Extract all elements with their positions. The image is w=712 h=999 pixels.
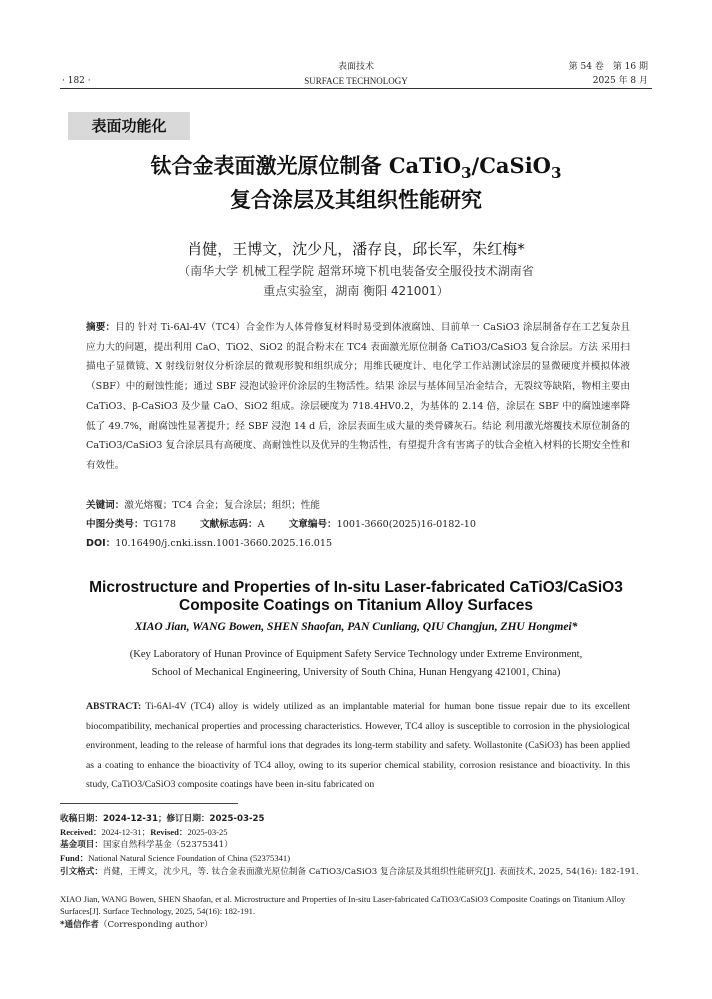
received-cn <box>60 813 652 825</box>
authors-en: XIAO Jian, WANG Bowen, SHEN Shaofan, PAN Cunliang, QIU Changjun, ZHU Hongmei* <box>134 621 578 633</box>
header-rule <box>60 88 652 89</box>
clc-label: 中图分类号： <box>86 519 144 530</box>
corresponding-label: *通信作者 <box>60 920 99 930</box>
citation-cn <box>60 866 652 878</box>
title-en-line2: Composite Coatings on Titanium Alloy Surfaces <box>179 597 533 614</box>
title-cn-formula: CaTiO$_3$/CaSiO$_3$ <box>388 153 562 183</box>
authors-cn: 肖健，王博文，沈少凡，潘存良，邱长军，朱红梅* <box>187 240 525 258</box>
keywords-cn-label: 关键词： <box>86 500 125 511</box>
footnote-rule <box>60 803 238 804</box>
doi <box>86 534 630 554</box>
fund-cn <box>60 839 652 851</box>
citation-en: XIAO Jian, WANG Bowen, SHEN Shaofan, et al. Microstructure and Properties of In-situ Laser-fabricated CaTiO3/CaSiO3 Composite Coatings on Titanium Alloy Surfaces[J]. Surface Technology, 2025, 54(16): 182-191. <box>60 894 626 917</box>
article-number-label: 文章编号： <box>288 519 337 530</box>
fund-en-label: Fund： <box>60 853 89 863</box>
received-cn-text: 收稿日期：2024-12-31；修订日期：2025-03-25 <box>60 814 265 824</box>
doc-code-value: A <box>257 519 265 530</box>
citation-cn-label: 引文格式： <box>60 867 103 877</box>
abstract-cn-text: 目的 针对 Ti-6Al-4V（TC4）合金作为人体骨修复材料时易受到体液腐蚀、目前单一 CaSiO3 涂层制备存在工艺复杂且应力大的问题，提出利用 CaO、TiO2、SiO2 的混合粉末在 TC4 表面激光原位制备 CaTiO3/CaSiO3 复合涂层。方法 采用扫描电子显微镜、X 射线衍射仪分析涂层的微观形貌和组织成分；用维氏硬度计、电化学工作站测试涂层的显微硬度并模拟体液（SBF）中的耐蚀性能；通过 SBF 浸泡试验评价涂层的生物活性。结果 涂层与基体间呈冶金结合，无裂纹等缺陷，物相主要由 CaTiO3、β-CaSiO3 及少量 CaO、SiO2 组成。涂层硬度为 718.4HV0.2，为基体的 2.14 倍，涂层在 SBF 中的腐蚀速率降低了 49.7%，耐腐蚀性显著提升；经 SBF 浸泡 14 d 后，涂层表面生成大量的类骨磷灰石。结论 利用激光熔覆技术原位制备的 CaTiO3/CaSiO3 复合涂层具有高硬度、高耐蚀性以及优异的生物活性，有望提升含有害离子的钛合金植入材料的长期安全性和有效性。 <box>86 322 631 471</box>
classification-cn <box>86 515 630 535</box>
title-cn-line2: 复合涂层及其组织性能研究 <box>230 188 482 212</box>
abstract-cn <box>86 318 630 476</box>
fund-cn-text: 国家自然科学基金（52375341） <box>102 840 233 850</box>
clc-value: TG178 <box>143 519 176 530</box>
page-number: · 182 · <box>62 76 91 86</box>
fund-en-text: National Natural Science Foundation of China (52375341) <box>88 853 291 863</box>
received-en <box>60 826 652 838</box>
keywords-cn <box>86 496 630 516</box>
received-en-label: Received： <box>60 827 102 837</box>
abstract-en-label: ABSTRACT: <box>86 701 142 712</box>
title-en-line1: Microstructure and Properties of In-situ Laser-fabricated CaTiO3/CaSiO3 <box>89 579 623 596</box>
abstract-cn-label: 摘要： <box>86 322 116 333</box>
corresponding-en: （Corresponding author） <box>98 920 213 930</box>
publish-date: 2025 年 8 月 <box>592 76 648 86</box>
fund-en <box>60 852 652 864</box>
journal-name-en: SURFACE TECHNOLOGY <box>304 76 408 86</box>
abstract-en <box>86 697 630 795</box>
keywords-cn-text: 激光熔覆；TC4 合金；复合涂层；组织；性能 <box>124 500 320 511</box>
citation-cn-text: 肖健，王博文，沈少凡，等. 钛合金表面激光原位制备 CaTiO3/CaSiO3 复合涂层及其组织性能研究[J]. 表面技术, 2025, 54(16): 182-191. <box>102 867 639 877</box>
title-cn-line1 <box>60 150 652 183</box>
revised-en-label: Revised： <box>150 827 188 837</box>
section-label: 表面功能化 <box>68 112 190 140</box>
affiliation-en-line2: School of Mechanical Engineering, University of South China, Hunan Hengyang 421001, China) <box>151 667 561 678</box>
revised-en-value: 2025-03-25 <box>187 827 228 837</box>
fund-cn-label: 基金项目： <box>60 840 103 850</box>
corresponding-author <box>60 919 652 931</box>
affiliation-cn-line1: （南华大学 机械工程学院 超常环境下机电装备安全服役技术湖南省 <box>178 264 534 278</box>
abstract-en-text: Ti-6Al-4V (TC4) alloy is widely utilized as an implantable material for human bone tissue repair due to its excellent biocompatibility, mechanical properties and processing characteristics. However, TC4 alloy is susceptible to corrosion in the physiological environment, leading to the release of harmful ions that degrades its long-term stability and safety. Wollastonite (CaSiO3) has been applied as a coating to enhance the bioactivity of TC4 alloy, owing to its superior chemical stability, corrosion resistance and bioactivity. In this study, CaTiO3/CaSiO3 composite coatings have been in-situ fabricated on <box>86 701 630 790</box>
article-number-value: 1001-3660(2025)16-0182-10 <box>336 519 476 530</box>
affiliation-en-line1: (Key Laboratory of Hunan Province of Equipment Safety Service Technology under Extreme Environment, <box>129 649 583 660</box>
received-en-value: 2024-12-31； <box>101 827 151 837</box>
doi-label: DOI： <box>86 538 116 549</box>
doi-value[interactable]: 10.16490/j.cnki.issn.1001-3660.2025.16.015 <box>115 538 333 549</box>
title-cn-prefix: 钛合金表面激光原位制备 <box>150 154 389 178</box>
journal-name-cn: 表面技术 <box>337 62 374 72</box>
doc-code-label: 文献标志码： <box>200 519 258 530</box>
affiliation-cn-line2: 重点实验室，湖南 衡阳 421001） <box>263 284 449 298</box>
volume-issue: 第 54 卷 第 16 期 <box>568 62 648 72</box>
